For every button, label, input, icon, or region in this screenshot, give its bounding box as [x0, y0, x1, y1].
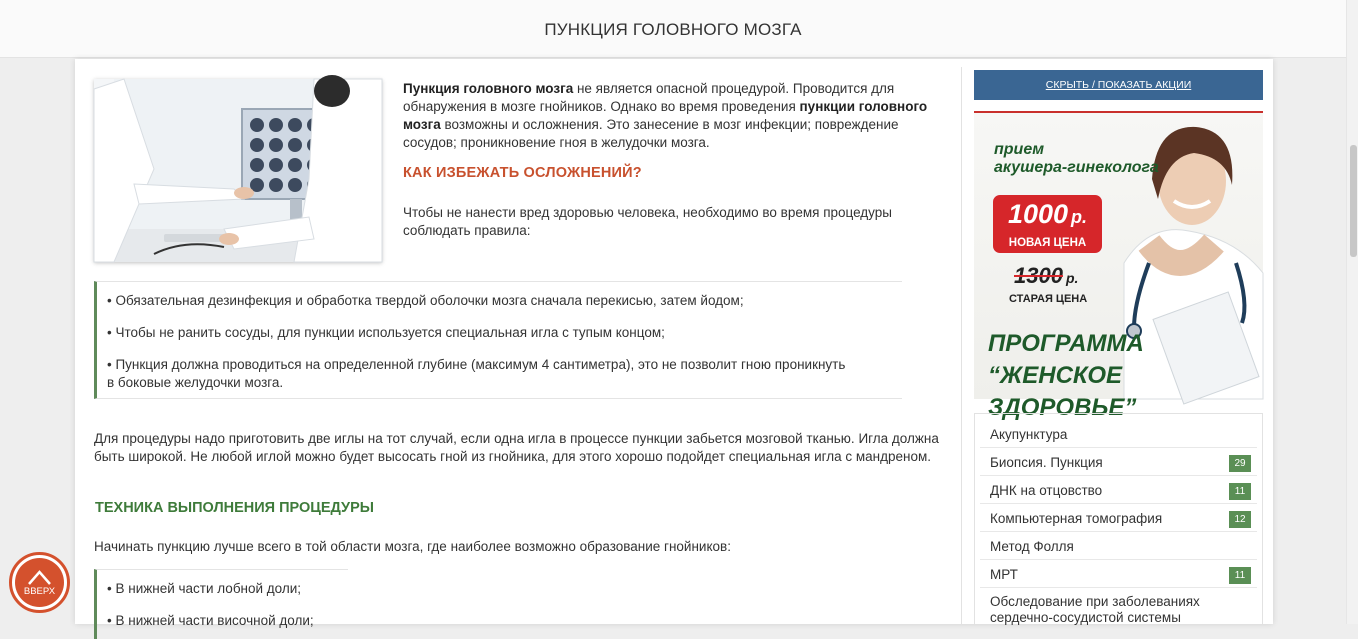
sidebar-divider [961, 67, 962, 624]
category-label[interactable]: Метод Фолля [990, 539, 1074, 554]
technique-list-item: • В нижней части височной доли; [107, 613, 314, 628]
banner-line1: прием [994, 141, 1045, 158]
promo-banner-gynecologist[interactable] [974, 111, 1263, 421]
new-price-label: НОВАЯ ЦЕНА [1008, 237, 1087, 249]
category-item-dna-paternity[interactable] [980, 476, 1257, 504]
category-item-voll-method[interactable] [980, 532, 1257, 560]
new-price-value [993, 199, 1102, 230]
page-scrollbar[interactable] [1346, 0, 1358, 624]
rule-item: • Пункция должна проводиться на определенной глубине (максимум 4 сантиметра), это не позволит гною проникнуть в боковые желудочки мозга. [107, 357, 846, 390]
technique-paragraph: Начинать пункцию лучше всего в той области мозга, где наиболее возможно образование гнойников: [94, 539, 731, 554]
banner-line2: акушера-гинеколога [994, 159, 1159, 176]
category-count-badge: 11 [1229, 567, 1251, 584]
article [75, 59, 962, 628]
category-item-biopsy[interactable] [980, 448, 1257, 476]
intro-bold-term: Пункция головного мозга [403, 81, 574, 96]
page-title: ПУНКЦИЯ ГОЛОВНОГО МОЗГА [544, 20, 802, 39]
intro-paragraph [403, 80, 933, 152]
scrollbar-thumb[interactable] [1350, 145, 1357, 257]
category-count-badge: 12 [1229, 511, 1251, 528]
category-label[interactable]: МРТ [990, 567, 1018, 582]
program-title [988, 328, 1263, 424]
category-item-ct-scan[interactable] [980, 504, 1257, 532]
category-label[interactable]: Биопсия. Пункция [990, 455, 1103, 470]
old-price-label: СТАРАЯ ЦЕНА [1009, 293, 1088, 305]
new-price-currency: р. [1071, 207, 1088, 227]
content-card [75, 59, 1273, 628]
toggle-promotions-button[interactable]: СКРЫТЬ / ПОКАЗАТЬ АКЦИИ [974, 70, 1263, 100]
category-count-badge: 29 [1229, 455, 1251, 472]
program-line1: ПРОГРАММА [988, 330, 1144, 357]
technique-list-item: • В нижней части лобной доли; [107, 581, 302, 596]
category-item-mri[interactable] [980, 560, 1257, 588]
category-label[interactable]: ДНК на отцовство [990, 483, 1103, 498]
rules-blockquote [94, 281, 902, 399]
needles-paragraph: Для процедуры надо приготовить две иглы на тот случай, если одна игла в процессе пункции забьется мозговой тканью. Игла должна быть широкой. Не любой иглой можно будет высосать гной из гнойника, для этого хорошо подойдет специальная игла с мандреном. [94, 431, 939, 464]
section-heading-complications: КАК ИЗБЕЖАТЬ ОСЛОЖНЕНИЙ? [403, 165, 642, 181]
category-item-cardiovascular[interactable] [980, 588, 1257, 628]
new-price-amount: 1000 [1007, 199, 1069, 229]
intro-bold-term-2: пункции головного мозга [403, 99, 928, 132]
program-line2: “ЖЕНСКОЕ ЗДОРОВЬЕ” [988, 362, 1137, 421]
old-price-amount: 1300 [1014, 263, 1063, 288]
section-heading-technique: ТЕХНИКА ВЫПОЛНЕНИЯ ПРОЦЕДУРЫ [95, 500, 374, 516]
arrow-up-icon [15, 558, 64, 607]
intro-text-part2: возможны и осложнения. Это занесение в мозг инфекции; повреждение сосудов; проникновение гноя в желудочки мозга. [403, 117, 899, 150]
new-price-badge [991, 193, 1104, 255]
category-list [974, 413, 1263, 624]
category-count-badge: 11 [1229, 483, 1251, 500]
old-price-value [1014, 263, 1078, 289]
category-label[interactable]: Компьютерная томография [990, 511, 1163, 526]
scroll-to-top-button[interactable] [9, 552, 70, 613]
top-header-bar [0, 0, 1346, 58]
scroll-to-top-label: ВВЕРХ [23, 586, 56, 597]
category-label[interactable]: Акупунктура [990, 427, 1068, 442]
category-label[interactable]: Обследование при заболеваниях сердечно-сосудистой системы [990, 594, 1200, 625]
intro-text-part1: не является опасной процедурой. Проводится для обнаружения в мозге гнойников. Однако во время проведения [403, 81, 895, 114]
category-item-acupuncture[interactable] [980, 420, 1257, 448]
technique-list [94, 569, 348, 639]
rule-item: • Чтобы не ранить сосуды, для пункции используется специальная игла с тупым концом; [107, 325, 665, 340]
rule-item: • Обязательная дезинфекция и обработка твердой оболочки мозга сначала перекисью, затем йодом; [107, 293, 744, 308]
banner-title [994, 141, 1159, 177]
old-price-currency: р. [1065, 270, 1079, 286]
article-image-doctors-reviewing-scans [94, 79, 382, 262]
rules-intro-paragraph: Чтобы не нанести вред здоровью человека, необходимо во время процедуры соблюдать правила: [403, 205, 892, 238]
scroll-to-top-circle [15, 558, 64, 607]
